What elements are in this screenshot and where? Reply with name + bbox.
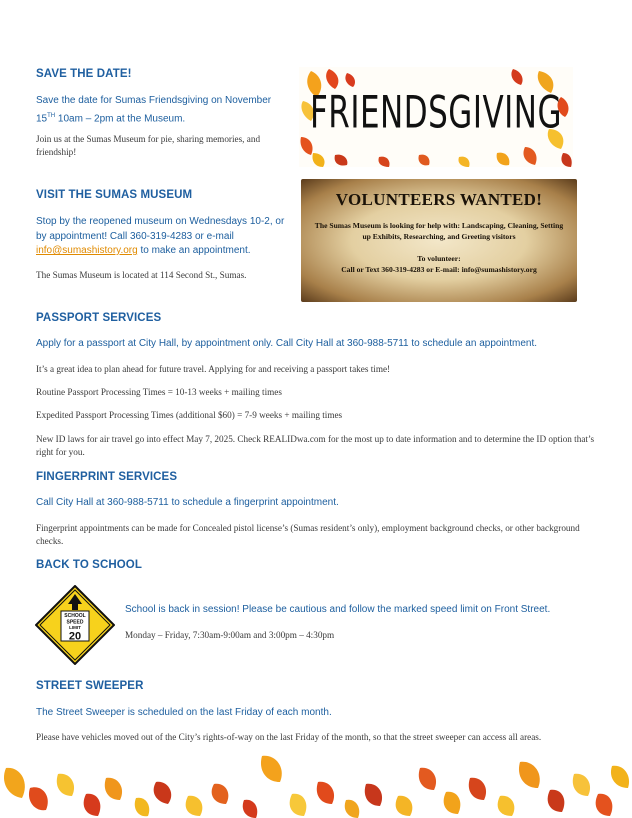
save-the-date-heading: SAVE THE DATE! bbox=[36, 68, 132, 80]
save-the-date-details bbox=[36, 94, 296, 126]
visit-museum-line3-rest: to make an appointment. bbox=[137, 245, 251, 256]
save-the-date-line2 bbox=[36, 109, 296, 127]
passport-p3: Expedited Passport Processing Times (additional $60) = 7-9 weeks + mailing times bbox=[36, 410, 343, 420]
passport-intro: Apply for a passport at City Hall, by appointment only. Call City Hall at 360-988-5711 to schedule an appointment. bbox=[36, 338, 538, 349]
school-speed-limit-sign-icon bbox=[35, 585, 115, 665]
fingerprint-intro: Call City Hall at 360-988-5711 to schedule a fingerprint appointment. bbox=[36, 497, 339, 508]
visit-museum-details bbox=[36, 215, 298, 259]
passport-p1: It’s a great idea to plan ahead for future travel. Applying for and receiving a passport takes time! bbox=[36, 364, 391, 374]
save-the-date-body: Join us at the Sumas Museum for pie, sharing memories, and friendship! bbox=[36, 134, 261, 157]
volunteers-contact-info: Call or Text 360-319-4283 or E-mail: info@sumashistory.org bbox=[341, 265, 537, 274]
street-sweeper-body: Please have vehicles moved out of the City’s rights-of-way on the last Friday of the month, so that the street sweeper can access all areas. bbox=[36, 732, 542, 742]
visit-museum-body: The Sumas Museum is located at 114 Second St., Sumas. bbox=[36, 270, 247, 280]
volunteers-contact bbox=[301, 253, 577, 275]
visit-museum-heading: VISIT THE SUMAS MUSEUM bbox=[36, 189, 193, 201]
friendsgiving-title: FRIENDSGIVING bbox=[309, 86, 563, 140]
passport-p2: Routine Passport Processing Times = 10-13 weeks + mailing times bbox=[36, 387, 282, 397]
date-time: 10am – 2pm at the Museum. bbox=[55, 112, 186, 124]
street-sweeper-intro: The Street Sweeper is scheduled on the last Friday of each month. bbox=[36, 707, 332, 718]
volunteers-wanted-box bbox=[301, 179, 577, 302]
date-suffix: TH bbox=[47, 112, 56, 119]
visit-museum-line3 bbox=[36, 244, 298, 259]
visit-museum-line2: by appointment! Call 360-319-4283 or e-mail bbox=[36, 230, 234, 242]
autumn-leaves-footer bbox=[0, 738, 632, 818]
sign-line1: SCHOOL bbox=[64, 613, 86, 619]
passport-p4: New ID laws for air travel go into effect May 7, 2025. Check REALIDwa.com for the most up to date information and to determine the ID option that’s right for you. bbox=[36, 434, 595, 457]
sign-speed: 20 bbox=[68, 630, 82, 643]
back-to-school-intro: School is back in session! Please be cautious and follow the marked speed limit on Front Street. bbox=[125, 604, 551, 615]
volunteers-contact-label: To volunteer: bbox=[417, 254, 461, 263]
sign-line2: SPEED bbox=[66, 619, 84, 626]
back-to-school-heading: BACK TO SCHOOL bbox=[36, 559, 142, 571]
fingerprint-heading: FINGERPRINT SERVICES bbox=[36, 471, 178, 483]
fingerprint-body: Fingerprint appointments can be made for Concealed pistol license’s (Sumas resident’s only), employment background checks, or other background checks. bbox=[36, 523, 580, 546]
street-sweeper-heading: STREET SWEEPER bbox=[36, 680, 144, 692]
save-the-date-line1: Save the date for Sumas Friendsgiving on November bbox=[36, 95, 272, 106]
volunteers-body: The Sumas Museum is looking for help with: Landscaping, Cleaning, Setting up Exhibits, Researching, and Greeting visitors bbox=[314, 221, 564, 241]
sign-line3: LIMIT bbox=[69, 625, 81, 630]
date-day: 15 bbox=[36, 112, 48, 124]
volunteers-title: VOLUNTEERS WANTED! bbox=[335, 190, 543, 209]
friendsgiving-banner bbox=[299, 67, 573, 167]
visit-museum-line1: Stop by the reopened museum on Wednesdays 10-2, or bbox=[36, 216, 285, 227]
back-to-school-hours: Monday – Friday, 7:30am-9:00am and 3:00pm – 4:30pm bbox=[125, 630, 335, 640]
passport-heading: PASSPORT SERVICES bbox=[36, 312, 162, 324]
museum-email-link[interactable]: info@sumashistory.org bbox=[36, 245, 138, 256]
